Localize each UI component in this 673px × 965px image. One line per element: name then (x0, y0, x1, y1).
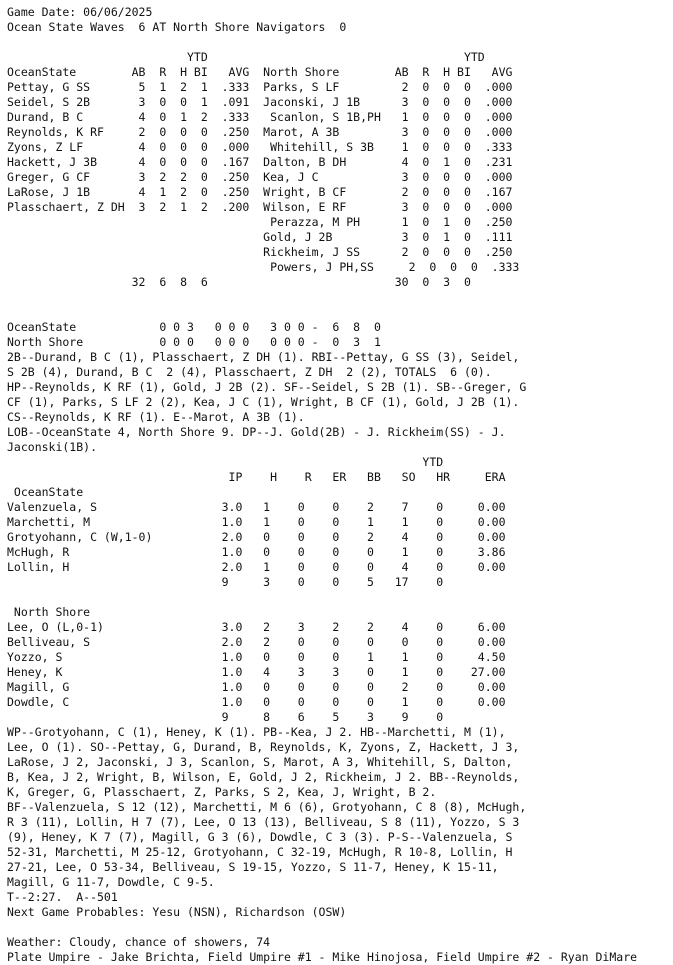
text-line: CS--Reynolds, K RF (1). E--Marot, A 3B (1). (7, 410, 305, 424)
batting-table (7, 50, 637, 290)
text-line: WP--Grotyohann, C (1), Heney, K (1). PB--Kea, J 2. HB--Marchetti, M (1), (7, 725, 506, 739)
text-line: Jaconski(1B). (7, 440, 98, 454)
text-line: CF (1), Parks, S LF 2 (2), Kea, J C (1), Wright, B CF (1), Gold, J 2B (1). (7, 395, 520, 409)
text-line: LaRose, J 1B 4 1 2 0 .250 Wright, B CF 2 0 0 0 .167 (7, 185, 513, 199)
text-line: Magill, G 11-7, Dowdle, C 9-5. (7, 875, 215, 889)
text-line: B, Kea, J 2, Wright, B, Wilson, E, Gold, J 2, Rickheim, J 2. BB--Reynolds, (7, 770, 520, 784)
text-line: BF--Valenzuela, S 12 (12), Marchetti, M 6 (6), Grotyohann, C 8 (8), McHugh, (7, 800, 527, 814)
text-line: 9 3 0 0 5 17 0 (7, 575, 444, 589)
text-line (7, 590, 637, 605)
text-line: OceanState (7, 485, 84, 499)
text-line: Yozzo, S 1.0 0 0 0 1 1 0 4.50 (7, 650, 506, 664)
text-line: T--2:27. A--501 (7, 890, 118, 904)
text-line: Greger, G CF 3 2 2 0 .250 Kea, J C 3 0 0 0 .000 (7, 170, 513, 184)
text-line: LOB--OceanState 4, North Shore 9. DP--J. Gold(2B) - J. Rickheim(SS) - J. (7, 425, 506, 439)
text-line: Belliveau, S 2.0 2 0 0 0 0 0 0.00 (7, 635, 506, 649)
text-line: Lollin, H 2.0 1 0 0 0 4 0 0.00 (7, 560, 506, 574)
text-line: (9), Heney, K 7 (7), Magill, G 3 (6), Dowdle, C 3 (3). P-S--Valenzuela, S (7, 830, 513, 844)
text-line: 27-21, Lee, O 53-34, Belliveau, S 19-15, Yozzo, S 11-7, Heney, K 15-11, (7, 860, 499, 874)
game-date: Game Date: 06/06/2025 (7, 5, 153, 19)
weather: Weather: Cloudy, chance of showers, 74 (7, 935, 271, 949)
text-line: Hackett, J 3B 4 0 0 0 .167 Dalton, B DH 4 0 1 0 .231 (7, 155, 513, 169)
text-line: Gold, J 2B 3 0 1 0 .111 (7, 230, 513, 244)
text-line: 32 6 8 6 30 0 3 0 (7, 275, 471, 289)
text-line: McHugh, R 1.0 0 0 0 0 1 0 3.86 (7, 545, 506, 559)
text-line: Magill, G 1.0 0 0 0 0 2 0 0.00 (7, 680, 506, 694)
text-line: 9 8 6 5 3 9 0 (7, 710, 444, 724)
text-line: North Shore 0 0 0 0 0 0 0 0 0 - 0 3 1 (7, 335, 381, 349)
text-line: 52-31, Marchetti, M 25-12, Grotyohann, C 32-19, McHugh, R 10-8, Lollin, H (7, 845, 513, 859)
batting-notes (7, 350, 637, 455)
text-line: Powers, J PH,SS 2 0 0 0 .333 (7, 260, 520, 274)
spacer (7, 290, 637, 305)
text-line: HP--Reynolds, K RF (1), Gold, J 2B (2). SF--Seidel, S 2B (1). SB--Greger, G (7, 380, 527, 394)
spacer (7, 35, 637, 50)
pitching-table (7, 455, 637, 725)
text-line: YTD YTD (7, 50, 485, 64)
box-score (7, 5, 637, 965)
text-line: Heney, K 1.0 4 3 3 0 1 0 27.00 (7, 665, 506, 679)
next-game-probables: Next Game Probables: Yesu (NSN), Richardson (OSW) (7, 905, 347, 919)
text-line: Perazza, M PH 1 0 1 0 .250 (7, 215, 513, 229)
text-line: LaRose, J 2, Jaconski, J 3, Scanlon, S, Marot, A 3, Whitehill, S, Dalton, (7, 755, 513, 769)
text-line: Reynolds, K RF 2 0 0 0 .250 Marot, A 3B 3 0 0 0 .000 (7, 125, 513, 139)
text-line: OceanState AB R H BI AVG North Shore AB R H BI AVG (7, 65, 513, 79)
text-line: Marchetti, M 1.0 1 0 0 1 1 0 0.00 (7, 515, 506, 529)
text-line: Grotyohann, C (W,1-0) 2.0 0 0 0 2 4 0 0.00 (7, 530, 506, 544)
text-line: IP H R ER BB SO HR ERA (7, 470, 506, 484)
text-line: Lee, O (1). SO--Pettay, G, Durand, B, Reynolds, K, Zyons, Z, Hackett, J 3, (7, 740, 520, 754)
text-line: 2B--Durand, B C (1), Plasschaert, Z DH (1). RBI--Pettay, G SS (3), Seidel, (7, 350, 520, 364)
text-line: Durand, B C 4 0 1 2 .333 Scanlon, S 1B,PH 1 0 0 0 .000 (7, 110, 513, 124)
umpires: Plate Umpire - Jake Brichta, Field Umpire #1 - Mike Hinojosa, Field Umpire #2 - Ryan DiMare (7, 950, 638, 964)
text-line: Valenzuela, S 3.0 1 0 0 2 7 0 0.00 (7, 500, 506, 514)
text-line: Lee, O (L,0-1) 3.0 2 3 2 2 4 0 6.00 (7, 620, 506, 634)
text-line: S 2B (4), Durand, B C 2 (4), Plasschaert, Z DH 2 (2), TOTALS 6 (0). (7, 365, 492, 379)
text-line: Pettay, G SS 5 1 2 1 .333 Parks, S LF 2 0 0 0 .000 (7, 80, 513, 94)
spacer (7, 305, 637, 320)
game-score-line: Ocean State Waves 6 AT North Shore Navigators 0 (7, 20, 347, 34)
text-line: R 3 (11), Lollin, H 7 (7), Lee, O 13 (13), Belliveau, S 8 (11), Yozzo, S 3 (7, 815, 520, 829)
text-line: K, Greger, G, Plasschaert, Z, Parks, S 2, Kea, J, Wright, B 2. (7, 785, 437, 799)
text-line: Rickheim, J SS 2 0 0 0 .250 (7, 245, 513, 259)
text-line: OceanState 0 0 3 0 0 0 3 0 0 - 6 8 0 (7, 320, 381, 334)
text-line: Seidel, S 2B 3 0 0 1 .091 Jaconski, J 1B 3 0 0 0 .000 (7, 95, 513, 109)
pitching-notes (7, 725, 637, 905)
spacer (7, 920, 637, 935)
text-line: Zyons, Z LF 4 0 0 0 .000 Whitehill, S 3B 1 0 0 0 .333 (7, 140, 513, 154)
text-line: YTD (7, 455, 444, 469)
text-line: Dowdle, C 1.0 0 0 0 0 1 0 0.00 (7, 695, 506, 709)
text-line: North Shore (7, 605, 91, 619)
linescore (7, 320, 637, 350)
text-line: Plasschaert, Z DH 3 2 1 2 .200 Wilson, E RF 3 0 0 0 .000 (7, 200, 513, 214)
